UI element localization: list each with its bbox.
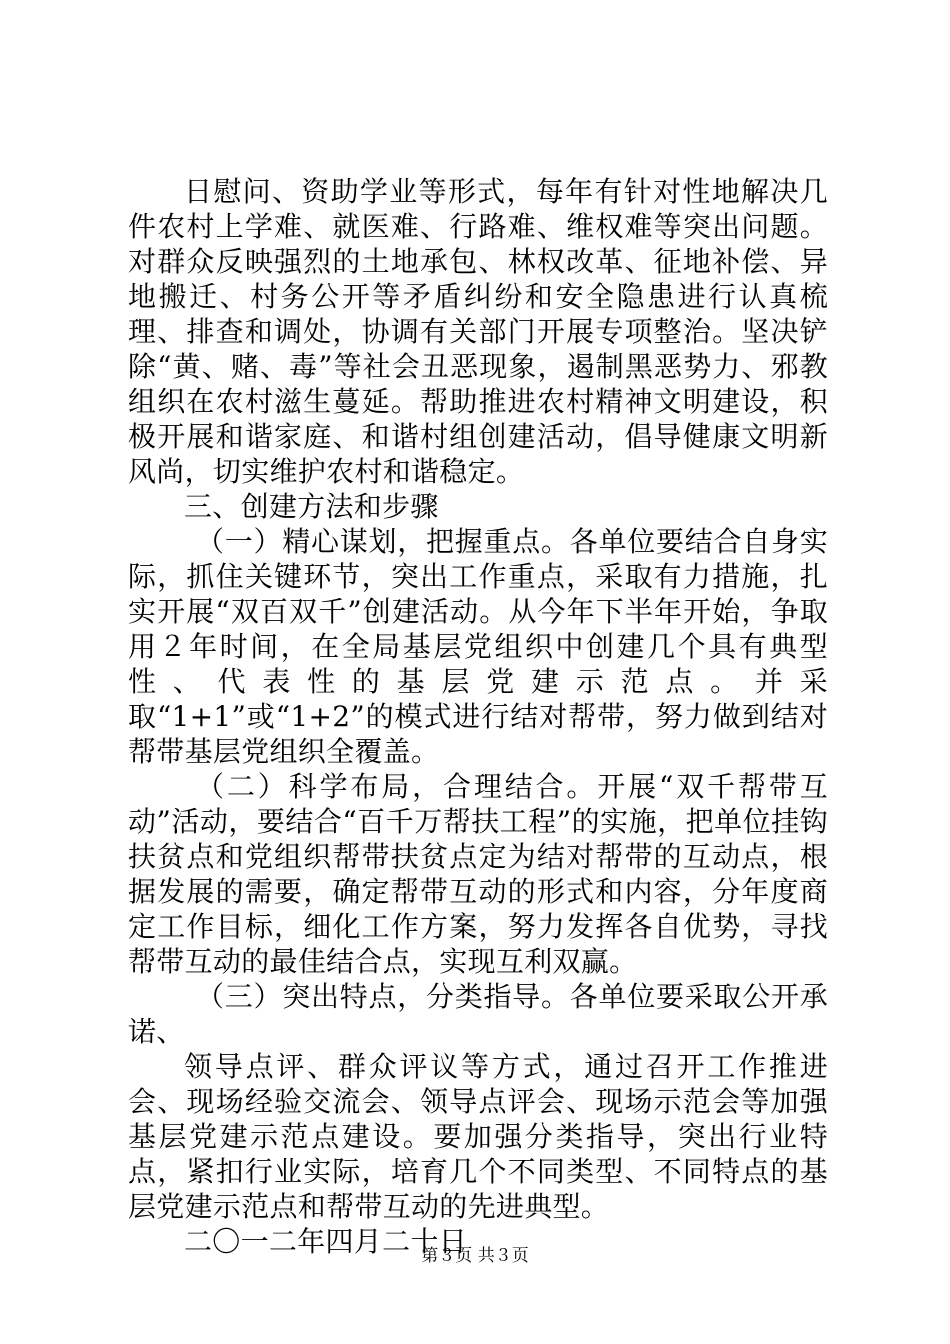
document-date: 二〇一二年四月二十日: [184, 1225, 468, 1258]
paragraph-step-two: （二）科学布局，合理结合。开展“双千帮带互动”活动，要结合“百千万帮扶工程”的实施，把单位挂钩扶贫点和党组织帮带扶贫点定为结对帮带的互动点，根据发展的需要，确定帮带互动的形式和内容，分年度商定工作目标，细化工作方案，努力发挥各自优势，寻找帮带互动的最佳结合点，实现互利双赢。: [128, 770, 828, 978]
paragraph-step-one: （一）精心谋划，把握重点。各单位要结合自身实际，抓住关键环节，突出工作重点，采取有力措施，扎实开展“双百双千”创建活动。从今年下半年开始，争取用２年时间，在全局基层党组织中创建几个具有典型性、代表性的基层党建示范点。并采取“1+1”或“1+2”的模式进行结对帮带，努力做到结对帮带基层党组织全覆盖。: [128, 525, 828, 768]
document-body: [128, 174, 828, 1259]
page-number-footer: 第３页 共３页: [421, 1246, 529, 1266]
section-heading-methods: 三、创建方法和步骤: [184, 490, 439, 523]
paragraph-step-three-body: 领导点评、群众评议等方式，通过召开工作推进会、现场经验交流会、领导点评会、现场示范会等加强基层党建示范点建设。要加强分类指导，突出行业特点，紧扣行业实际，培育几个不同类型、不同特点的基层党建示范点和帮带互动的先进典型。: [128, 1050, 828, 1223]
paragraph-rural-issues: 日慰问、资助学业等形式，每年有针对性地解决几件农村上学难、就医难、行路难、维权难等突出问题。对群众反映强烈的土地承包、林权改革、征地补偿、异地搬迁、村务公开等矛盾纠纷和安全隐患进行认真梳理、排查和调处，协调有关部门开展专项整治。坚决铲除“黄、赌、毒”等社会丑恶现象，遏制黑恶势力、邪教组织在农村滋生蔓延。帮助推进农村精神文明建设，积极开展和谐家庭、和谐村组创建活动，倡导健康文明新风尚，切实维护农村和谐稳定。: [128, 175, 828, 488]
paragraph-step-three-heading: （三）突出特点，分类指导。各单位要采取公开承诺、: [128, 980, 828, 1048]
